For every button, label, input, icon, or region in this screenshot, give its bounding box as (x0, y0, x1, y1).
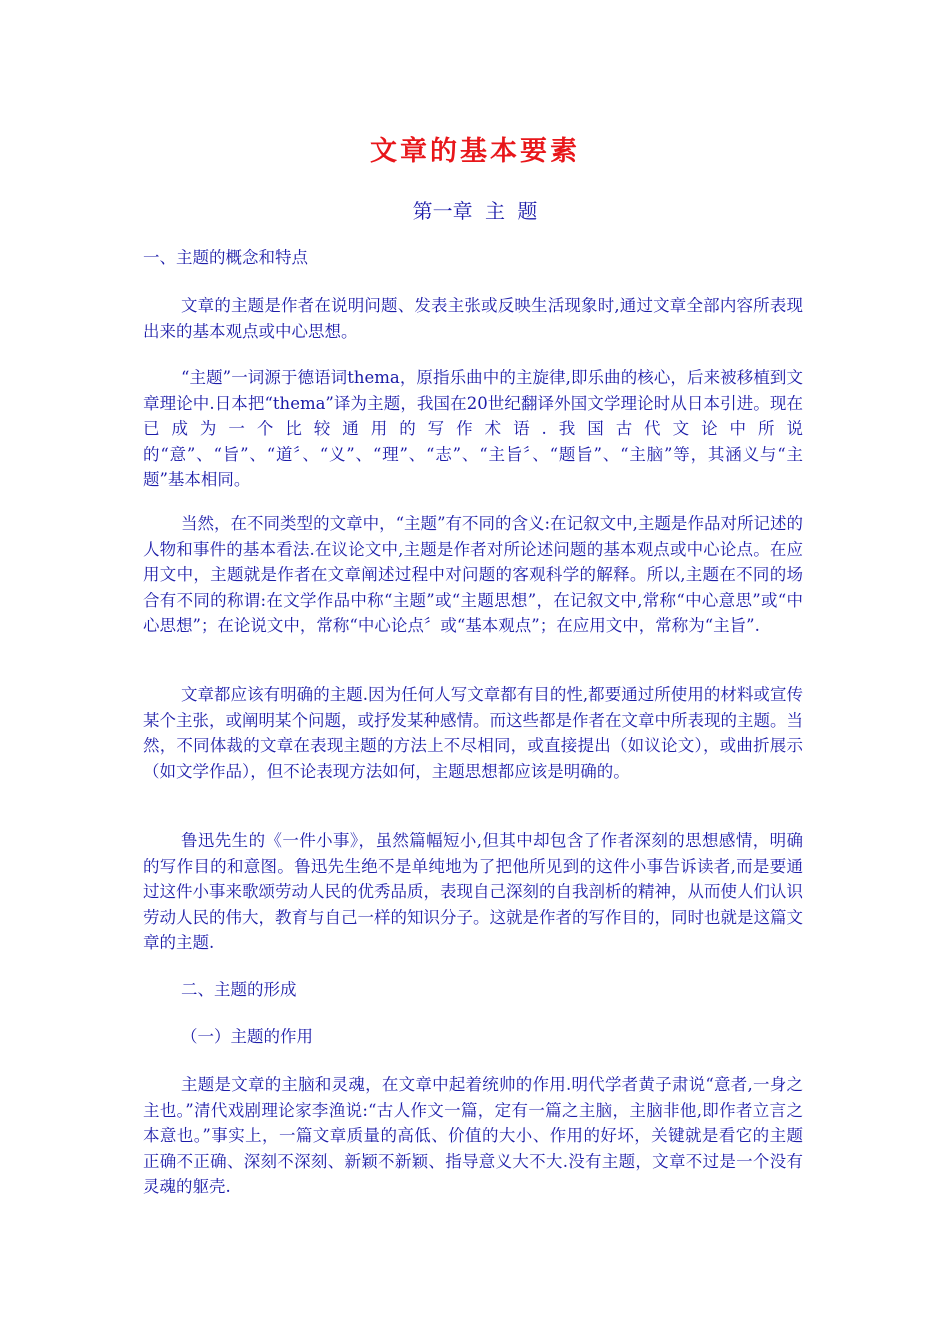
paragraph-definition: 文章的主题是作者在说明问题、发表主张或反映生活现象时,通过文章全部内容所表现出来的基本观点或中心思想。 (143, 296, 803, 341)
paragraph-example: 鲁迅先生的《一件小事》，虽然篇幅短小,但其中却包含了作者深刻的思想感情，明确的写作目的和意图。鲁迅先生绝不是单纯地为了把他所见到的这件小事告诉读者,而是要通过这件小事来歌颂劳动人民的优秀品质，表现自己深刻的自我剖析的精神，从而使人们认识劳动人民的伟大，教育与自己一样的知识分子。这就是作者的写作目的，同时也就是这篇文章的主题. (143, 831, 803, 952)
paragraph-types: 当然，在不同类型的文章中，“主题”有不同的含义:在记叙文中,主题是作品对所记述的人物和事件的基本看法.在议论文中,主题是作者对所论述问题的基本观点或中心论点。在应用文中，主题就是作者在文章阐述过程中对问题的客观科学的解释。所以,主题在不同的场合有不同的称谓:在文学作品中称“主题”或“主题思想”，在记叙文中,常称“中心意思”或“中心思想”；在论说文中，常称“中心论点〞或“基本观点”；在应用文中，常称为“主旨”. (143, 514, 803, 635)
document-title: 文章的基本要素 (370, 136, 580, 167)
section-heading-formation: 二、主题的形成 (181, 980, 297, 999)
subsection-heading-function: （一）主题的作用 (181, 1027, 313, 1046)
paragraph-origin: “主题”一词源于德语词thema，原指乐曲中的主旋律,即乐曲的核心，后来被移植到文章理论中.日本把“thema”译为主题，我国在20世纪翻译外国文学理论时从日本引进。现在已成为一个比较通用的写作术语.我国古代文论中所说的“意”、“旨”、“道〞、“义”、“理”、“志”、“主旨〞、“题旨”、“主脑”等，其涵义与“主题”基本相同。 (143, 368, 803, 489)
chapter-heading: 第一章 主 题 (412, 199, 538, 223)
paragraph-clarity: 文章都应该有明确的主题.因为任何人写文章都有目的性,都要通过所使用的材料或宣传某个主张，或阐明某个问题，或抒发某种感情。而这些都是作者在文章中所表现的主题。当然，不同体裁的文章在表现主题的方法上不尽相同，或直接提出（如议论文），或曲折展示（如文学作品），但不论表现方法如何，主题思想都应该是明确的。 (143, 685, 803, 781)
paragraph-function: 主题是文章的主脑和灵魂，在文章中起着统帅的作用.明代学者黄子肃说“意者,一身之主也。”清代戏剧理论家李渔说:“古人作文一篇，定有一篇之主脑，主脑非他,即作者立言之本意也。”事实上，一篇文章质量的高低、价值的大小、作用的好坏，关键就是看它的主题正确不正确、深刻不深刻、新颖不新颖、指导意义大不大.没有主题，文章不过是一个没有灵魂的躯壳. (143, 1075, 803, 1196)
section-heading-concept: 一、主题的概念和特点 (143, 248, 308, 267)
